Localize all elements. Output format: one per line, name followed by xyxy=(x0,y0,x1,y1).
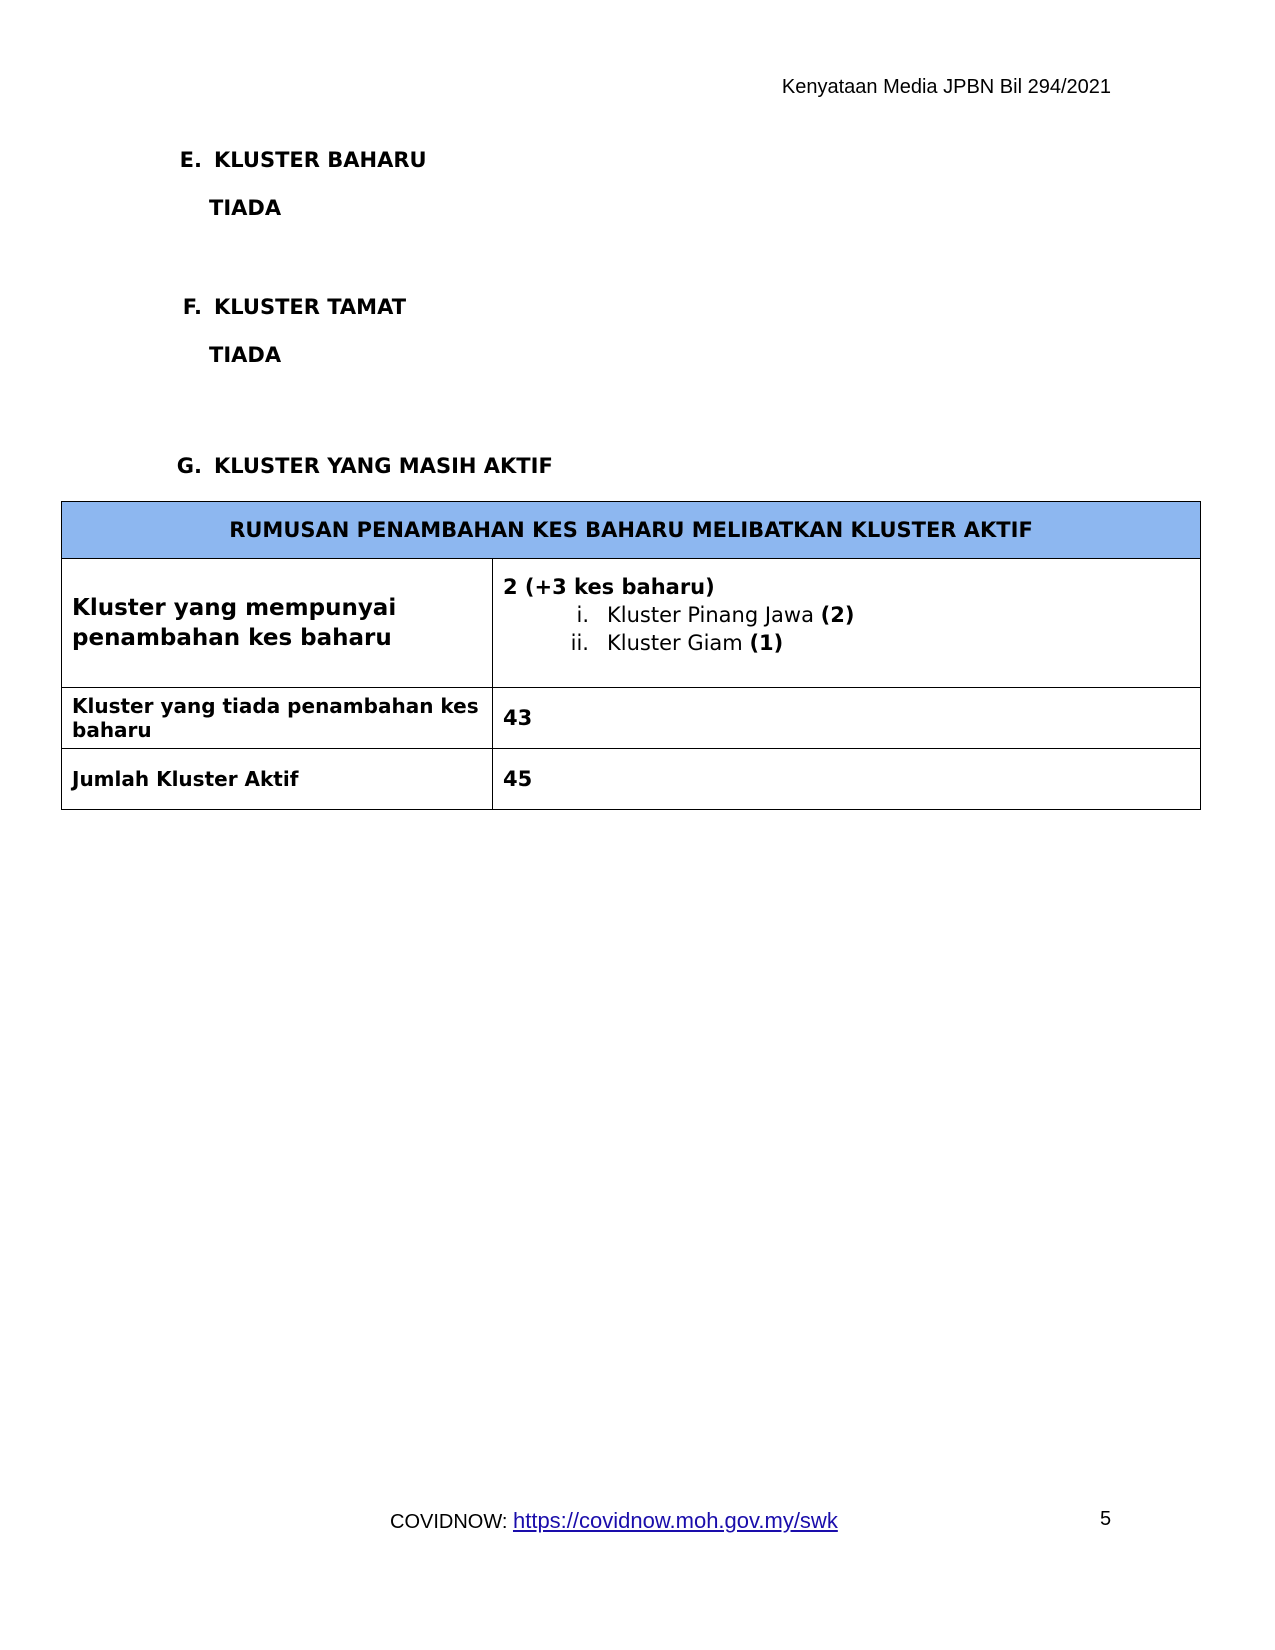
document-reference: Kenyataan Media JPBN Bil 294/2021 xyxy=(781,76,1111,98)
list-item-name: Kluster Pinang Jawa xyxy=(607,603,814,627)
section-e-letter: E. xyxy=(179,148,202,172)
table-row xyxy=(62,749,1201,810)
section-g-letter: G. xyxy=(176,454,202,478)
section-e-title: KLUSTER BAHARU xyxy=(214,148,427,172)
row-value-cell xyxy=(493,559,1201,688)
cluster-list xyxy=(503,601,1190,657)
section-f-title: KLUSTER TAMAT xyxy=(214,295,407,319)
row-value: 43 xyxy=(493,688,1201,749)
section-f-letter: F. xyxy=(182,295,202,319)
section-g-heading xyxy=(162,454,553,478)
section-e-body: TIADA xyxy=(209,196,282,220)
row-label: Kluster yang mempunyai penambahan kes baharu xyxy=(62,559,493,688)
section-g-title: KLUSTER YANG MASIH AKTIF xyxy=(214,454,553,478)
covidnow-link[interactable]: https://covidnow.moh.gov.my/swk xyxy=(512,1508,838,1533)
list-item-number: i. xyxy=(576,603,589,627)
section-e-heading xyxy=(162,148,427,172)
row-value: 45 xyxy=(493,749,1201,810)
list-item-name: Kluster Giam xyxy=(607,631,743,655)
section-f-heading xyxy=(162,295,406,319)
list-item-number: ii. xyxy=(570,631,589,655)
section-f-body: TIADA xyxy=(209,343,282,367)
table-row xyxy=(62,688,1201,749)
list-item xyxy=(503,601,1190,629)
list-item-count: (1) xyxy=(749,631,784,655)
active-cluster-summary-table xyxy=(61,501,1201,810)
row-label: Kluster yang tiada penambahan kes baharu xyxy=(62,688,493,749)
row-label: Jumlah Kluster Aktif xyxy=(62,749,493,810)
footer xyxy=(390,1508,838,1534)
table-row xyxy=(62,559,1201,688)
table-title: RUMUSAN PENAMBAHAN KES BAHARU MELIBATKAN KLUSTER AKTIF xyxy=(62,502,1201,559)
list-item xyxy=(503,629,1190,657)
footer-prefix: COVIDNOW: xyxy=(390,1511,508,1533)
row-value: 2 (+3 kes baharu) xyxy=(503,575,715,599)
list-item-count: (2) xyxy=(820,603,855,627)
page-number: 5 xyxy=(1100,1508,1112,1530)
